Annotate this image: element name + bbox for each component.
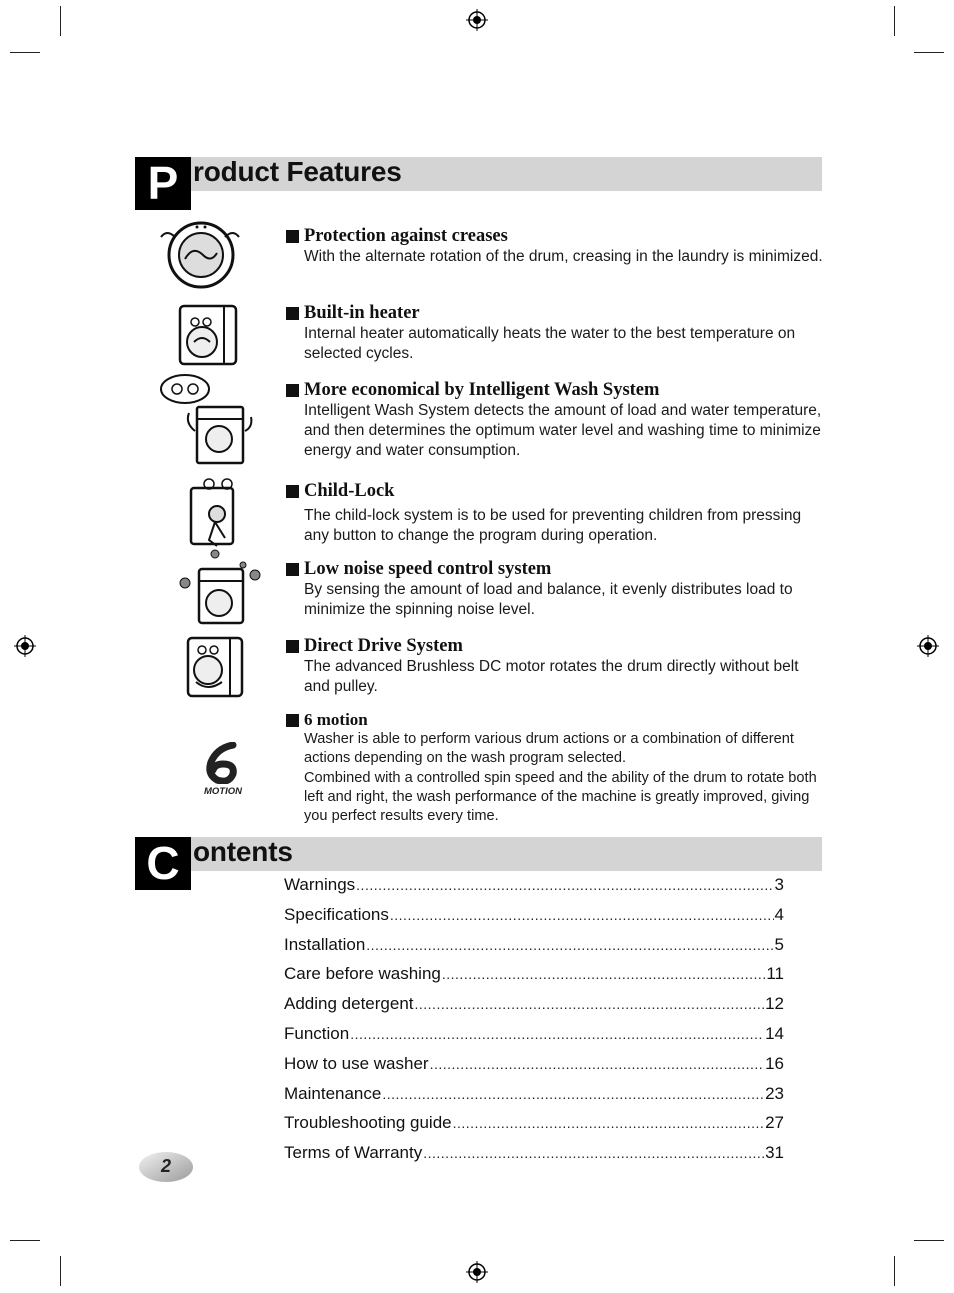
toc-entry[interactable]	[284, 964, 784, 994]
registration-mark-icon	[466, 9, 488, 31]
toc-page-number: 3	[774, 875, 784, 894]
feature-heading: Built-in heater	[304, 302, 420, 323]
toc-leader-dots	[390, 907, 774, 923]
registration-mark-icon	[466, 1261, 488, 1283]
toc-page-number: 5	[774, 934, 784, 954]
direct-drive-icon	[182, 634, 250, 700]
crop-mark	[894, 1256, 895, 1286]
crop-mark	[914, 52, 944, 53]
toc-page-number: 11	[766, 964, 784, 984]
bullet-square	[286, 230, 299, 243]
toc-entry[interactable]	[284, 1024, 784, 1054]
registration-mark-icon	[917, 635, 939, 657]
toc-label: Troubleshooting guide	[284, 1113, 452, 1133]
toc-entry[interactable]	[284, 994, 784, 1024]
toc-leader-dots	[442, 966, 765, 982]
toc-page-number: 16	[765, 1053, 784, 1073]
toc-entry[interactable]	[284, 1143, 784, 1173]
six-motion-logo-icon	[195, 742, 251, 784]
feature-item	[286, 480, 826, 546]
toc-page-number: 23	[765, 1083, 784, 1103]
feature-description: The child-lock system is to be used for preventing children from pressing any button to change the program during operation.	[304, 507, 802, 544]
feature-heading: Direct Drive System	[304, 635, 463, 656]
toc-page-number: 27	[765, 1113, 784, 1133]
toc-entry[interactable]	[284, 935, 784, 965]
bullet-square	[286, 563, 299, 576]
feature-item	[286, 635, 826, 697]
crop-mark	[60, 1256, 61, 1286]
crop-mark	[10, 1240, 40, 1241]
toc-page-number: 4	[774, 904, 784, 924]
toc-leader-dots	[356, 877, 773, 893]
toc-label: Maintenance	[284, 1083, 382, 1103]
toc-label: Care before washing	[284, 964, 441, 984]
feature-heading: Protection against creases	[304, 225, 508, 246]
registration-mark-icon	[14, 635, 36, 657]
toc-label: Warnings	[284, 875, 356, 894]
toc-label: Specifications	[284, 904, 389, 924]
feature-item	[286, 710, 826, 826]
section-title: ontents	[193, 836, 293, 867]
heater-washer-icon	[168, 302, 243, 368]
bullet-square	[286, 714, 299, 727]
toc-page-number: 31	[765, 1143, 784, 1163]
feature-item	[286, 558, 826, 620]
toc-entry[interactable]	[284, 1113, 784, 1143]
bullet-square	[286, 384, 299, 397]
feature-heading: Child-Lock	[304, 480, 395, 501]
toc-page-number: 14	[765, 1023, 784, 1043]
feature-heading: Low noise speed control system	[304, 558, 552, 579]
section-title: roduct Features	[193, 156, 402, 187]
bullet-square	[286, 485, 299, 498]
page-number: 2	[160, 1156, 171, 1176]
feature-item	[286, 302, 826, 364]
toc-entry[interactable]	[284, 1084, 784, 1114]
crop-mark	[60, 6, 61, 36]
feature-description: Washer is able to perform various drum actions or a combination of different actions depending on the wash program selected. Combined with a controlled spin speed and the ability of the drum to rotate both left and right, the wash performance of the machine is greatly improved, giving you perfect results every time.	[304, 731, 817, 825]
feature-item	[286, 379, 826, 461]
six-motion-logo	[195, 742, 251, 798]
crop-mark	[10, 52, 40, 53]
feature-description: By sensing the amount of load and balance, it evenly distributes load to minimize the spinning noise level.	[304, 581, 793, 618]
bullet-square	[286, 640, 299, 653]
feature-heading: More economical by Intelligent Wash System	[304, 379, 660, 400]
toc-leader-dots	[382, 1086, 764, 1102]
crop-mark	[914, 1240, 944, 1241]
toc-entry[interactable]	[284, 1054, 784, 1084]
toc-entry[interactable]	[284, 875, 784, 905]
feature-description: Internal heater automatically heats the water to the best temperature on selected cycles.	[304, 325, 796, 362]
creases-drum-icon	[155, 215, 245, 293]
section-initial: C	[135, 837, 191, 890]
feature-item	[286, 225, 826, 267]
feature-heading: 6 motion	[304, 710, 368, 729]
toc-label: How to use washer	[284, 1053, 429, 1073]
toc-entry[interactable]	[284, 905, 784, 935]
intelligent-washer-icon	[157, 371, 257, 466]
feature-description: With the alternate rotation of the drum, creasing in the laundry is minimized.	[304, 248, 823, 265]
page-number-badge	[134, 1150, 194, 1184]
toc-label: Adding detergent	[284, 994, 414, 1014]
toc-label: Function	[284, 1023, 350, 1043]
toc-page-number: 12	[765, 994, 784, 1014]
bullet-square	[286, 307, 299, 320]
toc-label: Installation	[284, 934, 366, 954]
toc-leader-dots	[366, 937, 773, 953]
six-motion-logo-label: MOTION	[204, 786, 242, 797]
table-of-contents	[284, 875, 784, 1173]
toc-leader-dots	[453, 1115, 764, 1131]
low-noise-washer-icon	[177, 561, 263, 627]
feature-description: Intelligent Wash System detects the amount of load and water temperature, and then determines the optimum water level and washing time to minimize energy and water consumption.	[304, 402, 822, 459]
section-initial: P	[135, 157, 191, 210]
toc-leader-dots	[423, 1145, 764, 1161]
toc-leader-dots	[415, 996, 765, 1012]
child-lock-icon	[185, 476, 245, 560]
toc-label: Terms of Warranty	[284, 1143, 423, 1163]
crop-mark	[894, 6, 895, 36]
toc-leader-dots	[430, 1056, 765, 1072]
feature-description: The advanced Brushless DC motor rotates the drum directly without belt and pulley.	[304, 658, 799, 695]
toc-leader-dots	[350, 1026, 764, 1042]
